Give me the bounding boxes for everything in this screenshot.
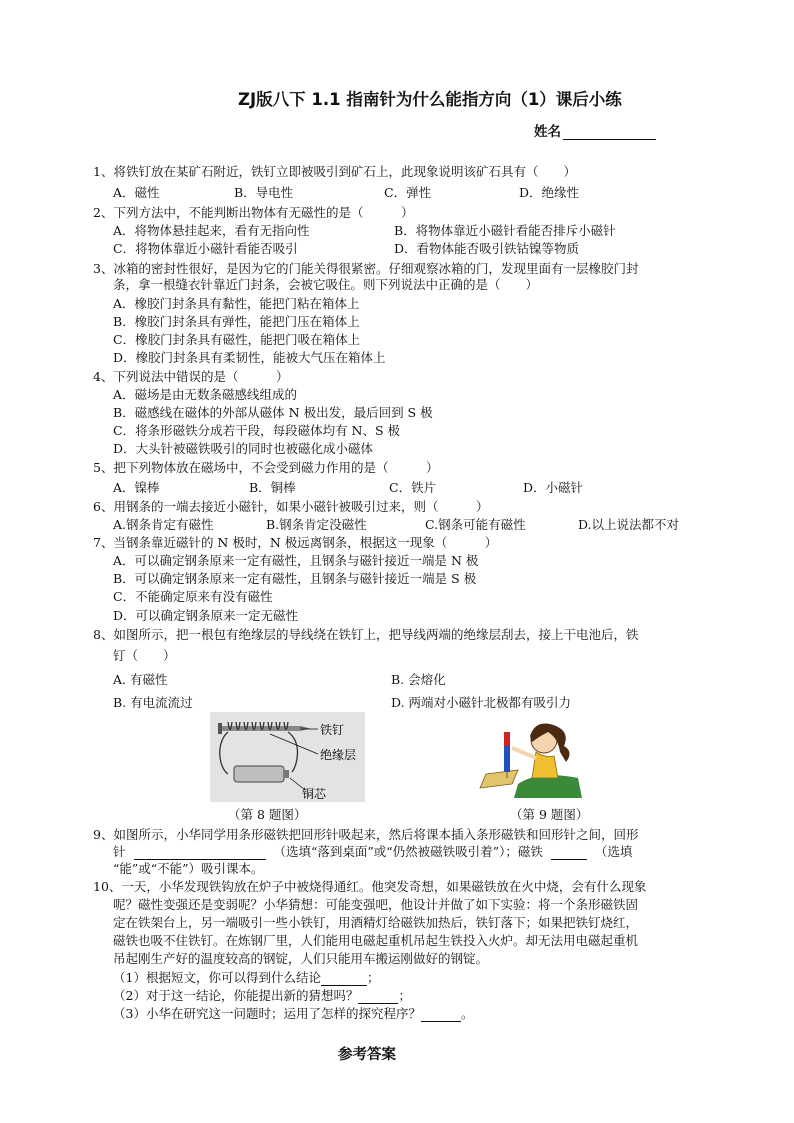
q5-option-a: A．镍棒 — [113, 480, 160, 495]
q1-option-d: D．绝缘性 — [519, 185, 580, 200]
q3-option-c: C．橡胶门封条具有磁性，能把门吸在箱体上 — [113, 332, 361, 347]
girl-arm — [512, 748, 536, 758]
battery — [234, 766, 284, 782]
q3-option-b: B．橡胶门封条具有弹性，能把门压在箱体上 — [113, 314, 360, 329]
figure-9-caption: （第 9 题图） — [510, 807, 589, 822]
figure-9-student-magnet — [478, 712, 584, 802]
q2-option-c: C．将物体靠近小磁针看能否吸引 — [113, 241, 298, 256]
q10-sub2-text: （2）对于这一结论，你能提出新的猜想吗？ — [113, 988, 359, 1003]
q3-stem-line1: 3、冰箱的密封性很好，是因为它的门能关得很紧密。仔细观察冰箱的门，发现里面有一层橡胶门封 — [93, 261, 639, 276]
q9-line2-end: （选填 — [594, 844, 633, 859]
q8-stem-line2: 钉（ ） — [113, 648, 176, 663]
nail-coil-drawing — [210, 712, 365, 802]
q7-option-c: C．不能确定原来有没有磁性 — [113, 589, 273, 604]
q9-line2-mid: （选填“落到桌面”或“仍然被磁铁吸引着”）；磁铁 — [273, 844, 543, 859]
q9-line2-start: 针 — [113, 844, 126, 859]
q7-stem: 7、当钢条靠近磁针的 N 极时，N 极远离钢条，根据这一现象（ ） — [93, 535, 498, 550]
q9-blank-1 — [134, 846, 266, 860]
q10-sub3-end: 。 — [460, 1006, 474, 1021]
q6-option-a: A.钢条肯定有磁性 — [113, 517, 214, 532]
q8-option-d: D. 两端对小磁针北极都有吸引力 — [391, 695, 572, 710]
q4-option-a: A．磁场是由无数条磁感线组成的 — [113, 387, 298, 402]
nail-head — [218, 723, 222, 734]
q5-option-c: C．铁片 — [389, 480, 437, 495]
q7-option-b: B．可以确定钢条原来一定有磁性，且钢条与磁针接近一端是 S 极 — [113, 571, 477, 586]
q2-option-b: B．将物体靠近小磁针看能否排斥小磁针 — [394, 223, 616, 238]
q10-sub1-end: ； — [366, 970, 380, 985]
q8-stem-line1: 8、如图所示，把一根包有绝缘层的导线绕在铁钉上，把导线两端的绝缘层刮去，接上干电池后，铁 — [93, 627, 639, 642]
worksheet-title: ZJ版八下 1.1 指南针为什么能指方向（1）课后小练 — [238, 90, 622, 109]
q10-sub1-text: （1）根据短文，你可以得到什么结论 — [113, 970, 321, 985]
q10-sub2-end: ； — [398, 988, 411, 1003]
q9-line1: 9、如图所示，小华同学用条形磁铁把回形针吸起来，然后将课本插入条形磁铁和回形针之间，回形 — [93, 827, 639, 842]
q1-option-c: C．弹性 — [384, 185, 432, 200]
answer-key-heading: 参考答案 — [338, 1047, 396, 1063]
label-tiedin: 铁钉 — [320, 723, 345, 737]
q10-sub3 — [113, 1005, 473, 1022]
q2-stem: 2、下列方法中，不能判断出物体有无磁性的是（ ） — [93, 205, 414, 220]
q10-line2: 呢？磁性变强还是变弱呢？小华猜想：可能变强吧，他设计并做了如下实验：将一个条形磁铁固 — [113, 897, 639, 912]
student-magnet-drawing — [478, 712, 584, 802]
q4-stem: 4、下列说法中错误的是（ ） — [93, 369, 289, 384]
q2-option-d: D．看物体能否吸引铁钴镍等物质 — [394, 241, 580, 256]
q9-line3: “能”或“不能”）吸引课本。 — [113, 861, 264, 876]
q4-option-c: C．将条形磁铁分成若干段，每段磁体均有 N、S 极 — [113, 423, 401, 438]
q6-stem: 6、用钢条的一端去接近小磁针，如果小磁针被吸引过来，则（ ） — [93, 499, 489, 514]
figure-8-nail-coil — [210, 712, 365, 802]
q10-blank-1 — [321, 972, 367, 986]
q10-line4: 磁铁也吸不住铁钉。在炼钢厂里，人们能用电磁起重机吊起生铁投入火炉。却无法用电磁起重机 — [113, 933, 639, 948]
q8-option-b: B. 会熔化 — [391, 672, 446, 687]
q5-option-d: D．小磁针 — [523, 480, 584, 495]
q8-option-c: B. 有电流流过 — [113, 695, 193, 710]
q4-option-b: B．磁感线在磁体的外部从磁体 N 极出发，最后回到 S 极 — [113, 405, 433, 420]
q5-stem: 5、把下列物体放在磁场中，不会受到磁力作用的是（ ） — [93, 460, 439, 475]
q6-option-d: D.以上说法都不对 — [578, 517, 680, 532]
q10-line5: 吊起刚生产好的温度较高的钢锭，人们只能用车搬运刚做好的钢锭。 — [113, 951, 489, 966]
q1-option-a: A．磁性 — [113, 185, 160, 200]
q7-option-a: A．可以确定钢条原来一定有磁性，且钢条与磁针接近一端是 N 极 — [113, 553, 479, 568]
q10-line3: 定在铁架台上，另一端吸引一些小铁钉，用酒精灯给磁铁加热后，铁钉落下；如果把铁钉烧红， — [113, 915, 639, 930]
q5-option-b: B．铜棒 — [249, 480, 296, 495]
q10-sub3-text: （3）小华在研究这一问题时；运用了怎样的探究程序？ — [113, 1006, 421, 1021]
book — [480, 770, 518, 788]
battery-terminal — [284, 770, 289, 778]
q10-sub1 — [113, 969, 379, 986]
q3-option-d: D．橡胶门封条具有柔韧性，能被大气压在箱体上 — [113, 350, 386, 365]
q10-sub2 — [113, 987, 411, 1004]
name-blank — [563, 125, 656, 140]
q6-option-c: C.钢条可能有磁性 — [425, 517, 526, 532]
name-field — [534, 120, 656, 140]
figure-8-caption: （第 8 题图） — [228, 807, 307, 822]
q9-line2 — [113, 843, 632, 860]
q10-line1: 10、一天，小华发现铁钩放在炉子中被烧得通红。他突发奇想，如果磁铁放在火中烧，会有什么现象 — [93, 879, 647, 894]
label-insulation: 绝缘层 — [320, 748, 357, 762]
q10-blank-3 — [421, 1008, 461, 1022]
q9-blank-2 — [551, 846, 587, 860]
q3-stem-line2: 条，拿一根缝衣针靠近门封条，会被它吸住。则下列说法中正确的是（ ） — [113, 277, 539, 292]
q1-stem: 1、将铁钉放在某矿石附近，铁钉立即被吸引到矿石上，此现象说明该矿石具有（ ） — [93, 164, 576, 179]
q2-option-a: A．将物体悬挂起来，看有无指向性 — [113, 223, 310, 238]
q1-option-b: B．导电性 — [234, 185, 294, 200]
q3-option-a: A．橡胶门封条具有黏性，能把门粘在箱体上 — [113, 296, 360, 311]
q10-blank-2 — [358, 990, 398, 1004]
magnet-north-pole — [504, 732, 510, 746]
label-copper-core: 铜芯 — [302, 787, 327, 801]
q8-option-a: A. 有磁性 — [113, 672, 168, 687]
q7-option-d: D．可以确定钢条原来一定无磁性 — [113, 608, 299, 623]
name-label: 姓名 — [534, 124, 561, 140]
q4-option-d: D．大头针被磁铁吸引的同时也被磁化成小磁体 — [113, 441, 374, 456]
table-cloth — [514, 775, 582, 798]
q6-option-b: B.钢条肯定没磁性 — [266, 517, 367, 532]
